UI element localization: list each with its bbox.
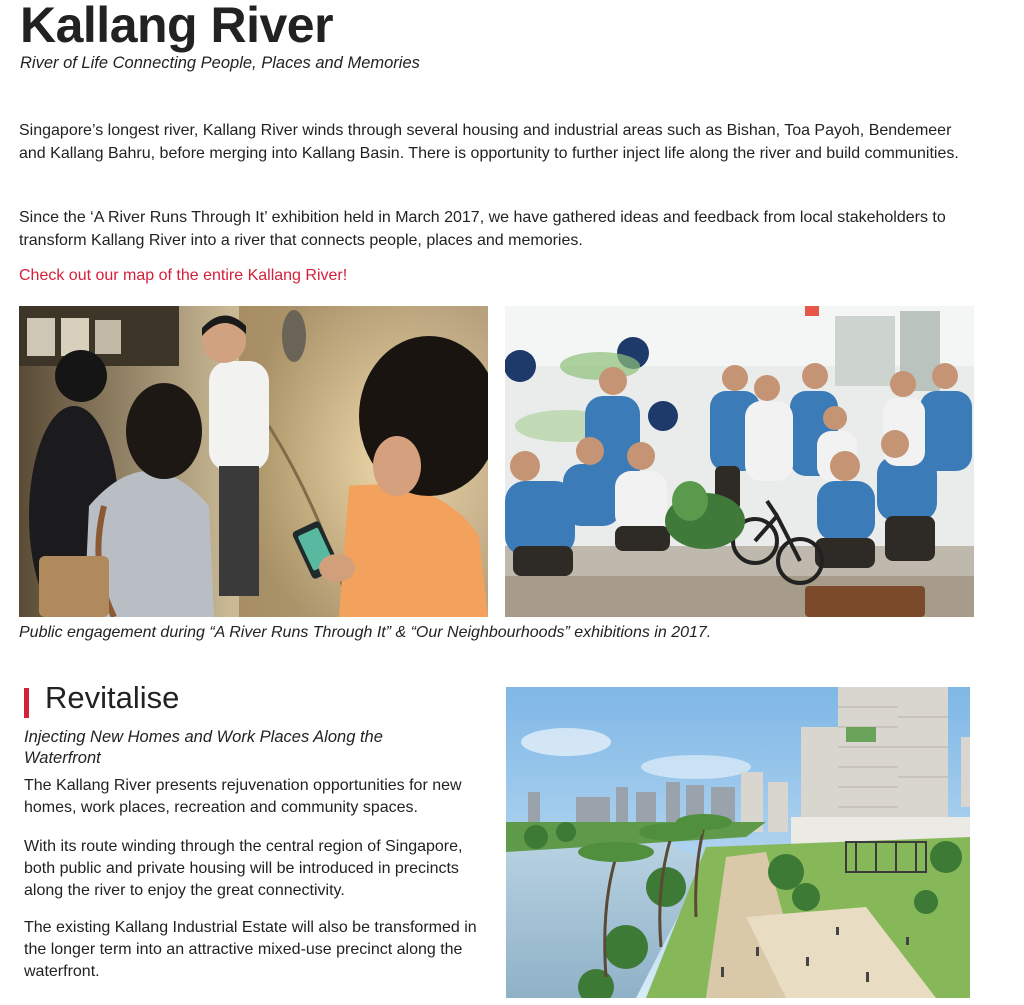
- section-paragraph-3: The existing Kallang Industrial Estate will also be transformed in the longer term into an attractive mixed-use precinct along the waterfront.: [24, 919, 477, 980]
- section-accent-bar: [24, 688, 29, 718]
- intro-paragraph-2: Since the ‘A River Runs Through It’ exhibition held in March 2017, we have gathered ideas and feedback from local stakeholders to transform Kallang River into a river that connects people, places and memories.: [19, 209, 946, 249]
- group-photo: [505, 306, 974, 617]
- exhibition-visitors-photo: [19, 306, 488, 617]
- intro-paragraph-1: Singapore’s longest river, Kallang River winds through several housing and industrial areas such as Bishan, Toa Payoh, Bendemeer and Kallang Bahru, before merging into Kallang Basin. There is opportunity to further inject life along the river and build communities.: [19, 122, 959, 162]
- section-subtitle: Injecting New Homes and Work Places Along the Waterfront: [24, 728, 383, 767]
- riverside-rendering-image: [506, 687, 970, 998]
- section-title: Revitalise: [45, 680, 180, 715]
- page-subtitle: River of Life Connecting People, Places and Memories: [20, 54, 420, 72]
- gallery-caption: Public engagement during “A River Runs Through It” & “Our Neighbourhoods” exhibitions in 2017.: [19, 624, 712, 641]
- section-paragraph-2: With its route winding through the central region of Singapore, both public and private housing will be introduced in precincts along the river to enjoy the great connectivity.: [24, 838, 463, 899]
- page-title: Kallang River: [20, 0, 334, 53]
- map-link[interactable]: Check out our map of the entire Kallang River!: [19, 267, 348, 284]
- section-paragraph-1: The Kallang River presents rejuvenation opportunities for new homes, work places, recreation and community spaces.: [24, 777, 462, 816]
